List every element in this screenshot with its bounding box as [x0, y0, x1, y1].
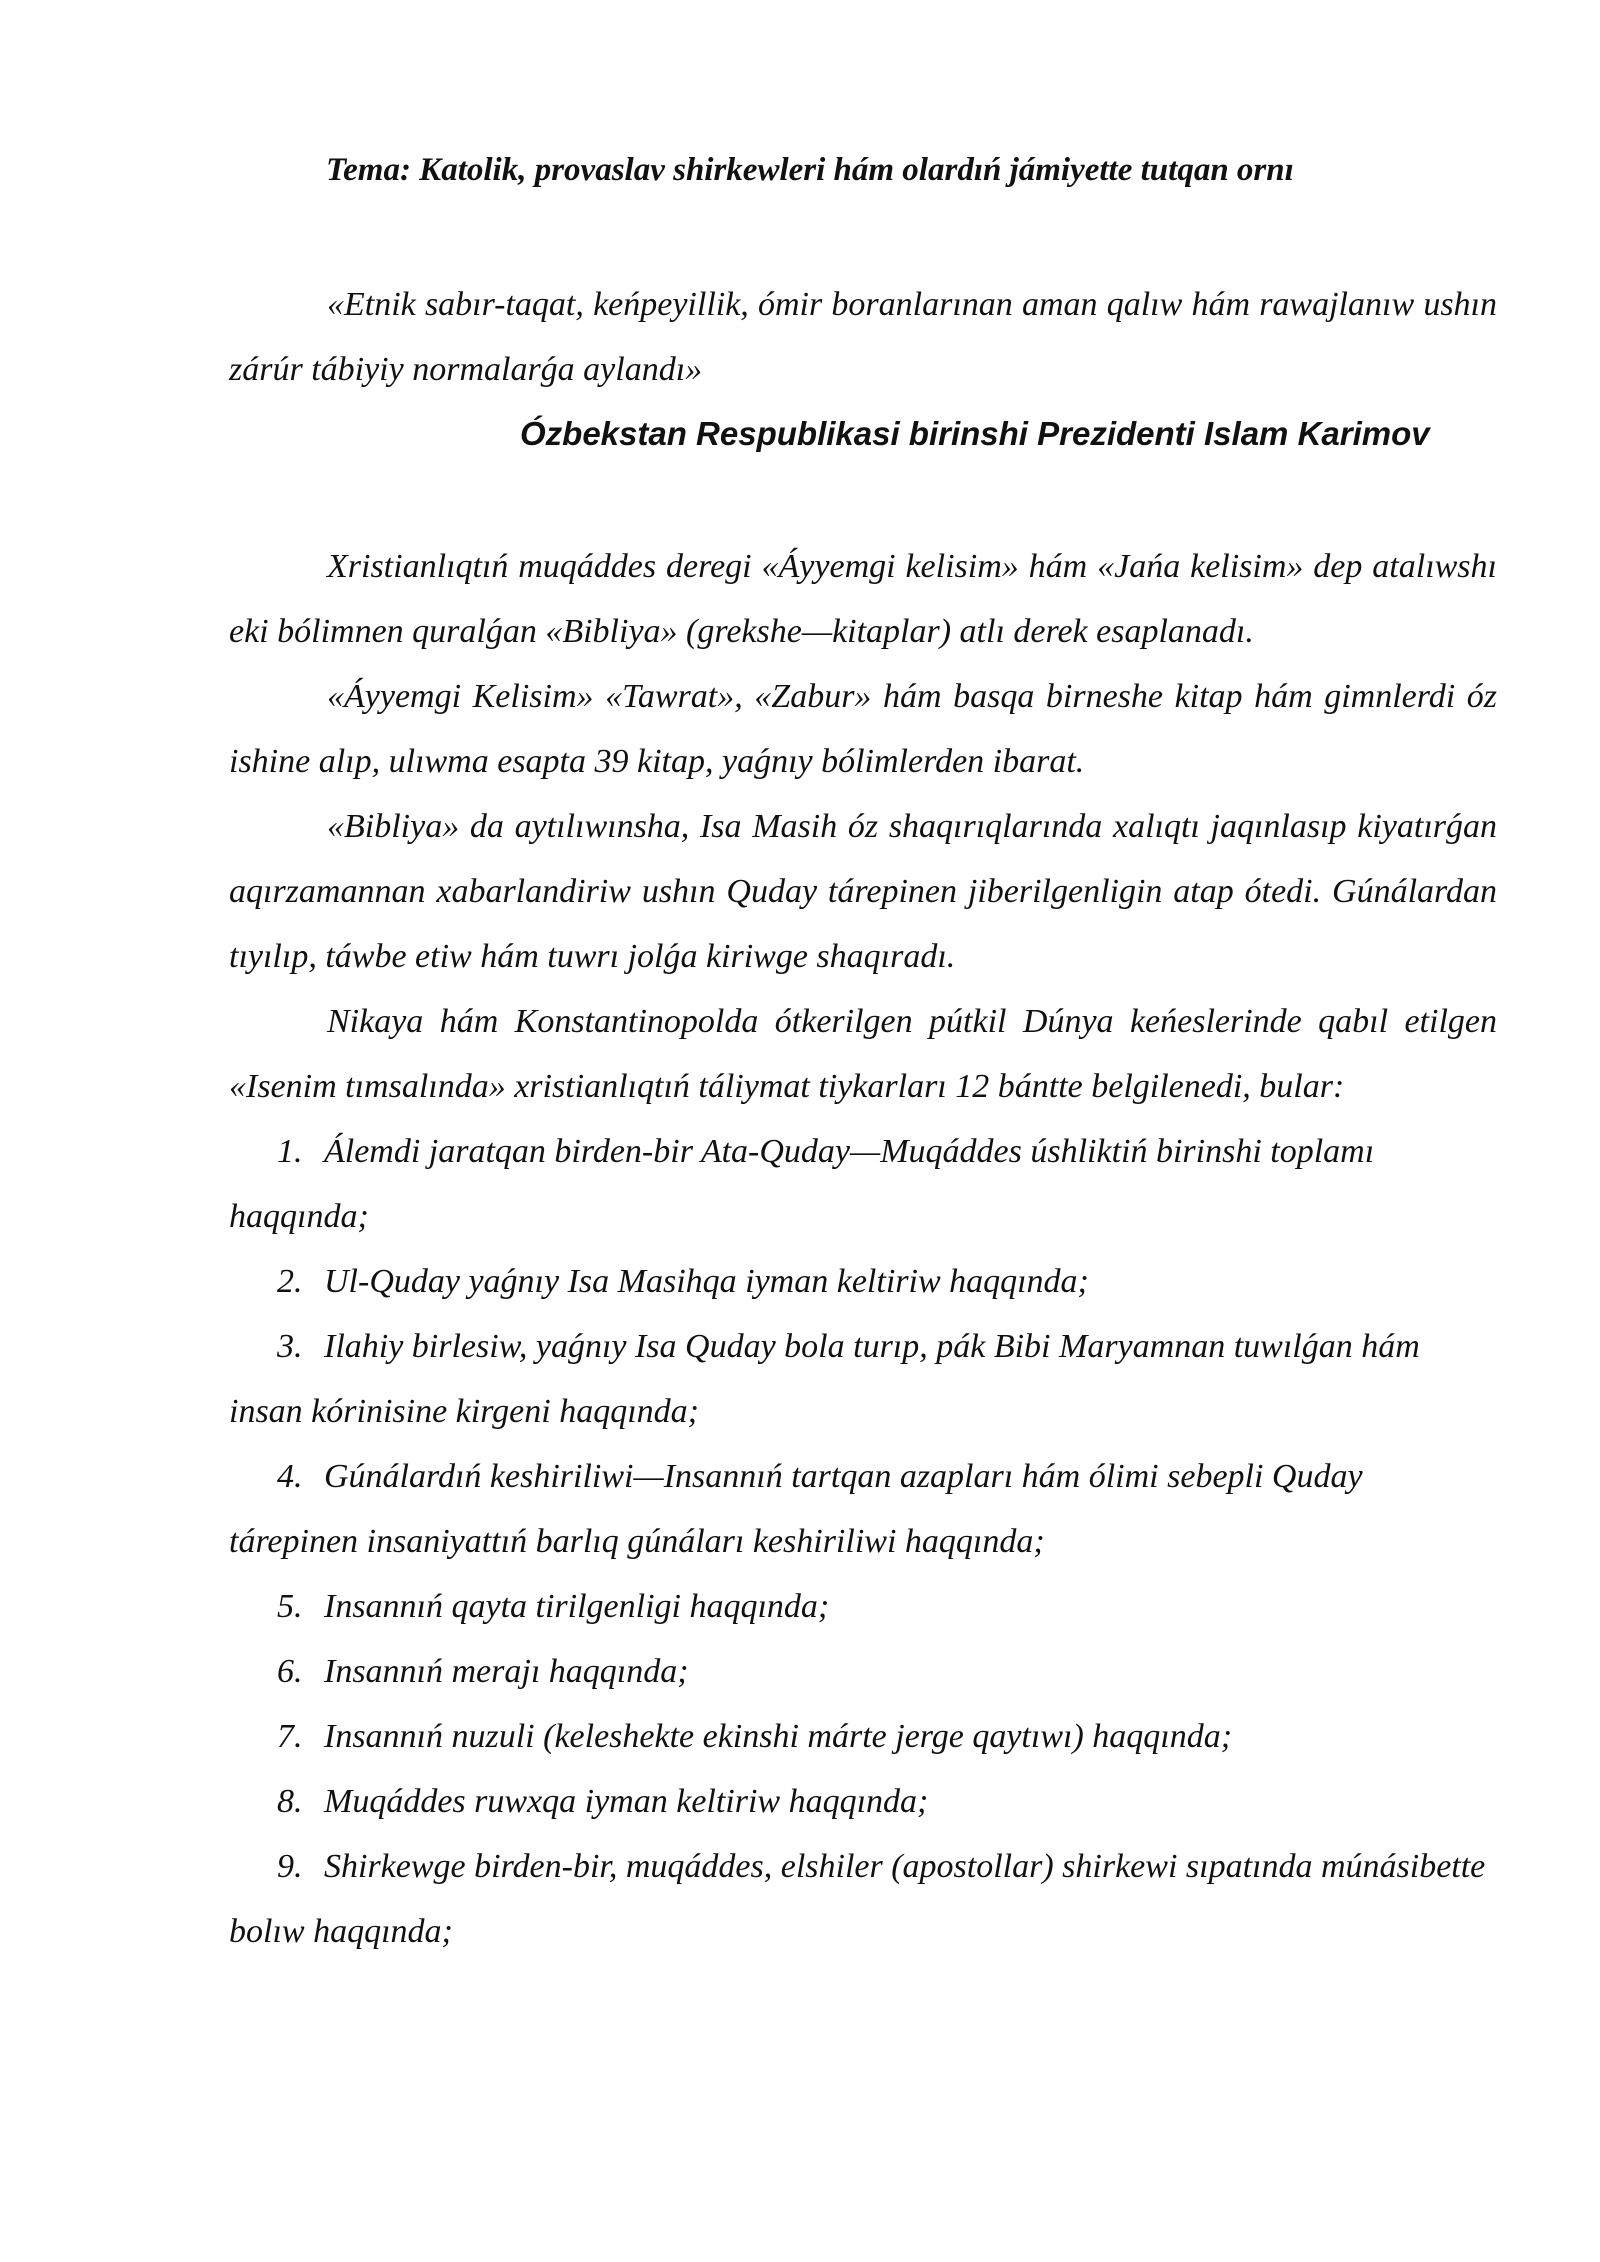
list-text: Muqáddes ruwxqa iyman keltiriw haqqında;: [324, 1783, 929, 1820]
list-number: 4.: [277, 1458, 303, 1495]
main-text: [229, 534, 1497, 1964]
list-text: Insannıń merajı haqqında;: [324, 1653, 689, 1690]
document-title: Tema: Katolik, provaslav shirkewleri hám olardıń jámiyette tutqan ornı: [326, 152, 1294, 188]
list-text: Ilahiy birlesiw, yaǵnıy Isa Quday bola turıp, pák Bibi Maryamnan tuwılǵan hám insan kórinisine kirgeni haqqında;: [229, 1328, 1420, 1430]
list-item: [229, 1249, 1497, 1314]
list-item: [229, 1769, 1497, 1834]
list-item: [229, 1574, 1497, 1639]
list-number: 3.: [277, 1328, 303, 1365]
list-text: Insannıń nuzuli (keleshekte ekinshi márte jerge qaytıwı) haqqında;: [324, 1718, 1233, 1755]
list-item: [229, 1119, 1497, 1249]
paragraph: «Bibliya» da aytılıwınsha, Isa Masih óz shaqırıqlarında xalıqtı jaqınlasıp kiyatırǵan aqırzamannan xabarlandiriw ushın Quday tárepinen jiberilgenligin atap ótedi. Gúnálardan tıyılıp, táwbe etiw hám tuwrı jolǵa kiriwge shaqıradı.: [229, 808, 1497, 975]
doctrine-list: [229, 1119, 1497, 1964]
list-item: [229, 1444, 1497, 1574]
list-item: [229, 1314, 1497, 1444]
list-number: 7.: [277, 1718, 303, 1755]
list-text: Insannıń qayta tirilgenligi haqqında;: [324, 1588, 830, 1625]
list-text: Ul-Quday yaǵnıy Isa Masihqa iyman keltiriw haqqında;: [324, 1263, 1089, 1300]
list-text: Shirkewge birden-bir, muqáddes, elshiler (apostollar) shirkewi sıpatında múnásibette bolıw haqqında;: [229, 1848, 1486, 1950]
list-number: 1.: [277, 1133, 303, 1170]
list-item: [229, 1704, 1497, 1769]
list-number: 6.: [277, 1653, 303, 1690]
list-item: [229, 1639, 1497, 1704]
epigraph: [229, 272, 1497, 402]
list-number: 2.: [277, 1263, 303, 1300]
paragraph: «Áyyemgi Kelisim» «Tawrat», «Zabur» hám basqa birneshe kitap hám gimnlerdi óz ishine alıp, ulıwma esapta 39 kitap, yaǵnıy bólimlerden ibarat.: [229, 678, 1497, 780]
epigraph-quote: «Etnik sabır-taqat, keńpeyillik, ómir boranlarınan aman qalıw hám rawajlanıw ushın zárúr tábiyiy normalarǵa aylandı»: [229, 286, 1497, 388]
list-text: Álemdi jaratqan birden-bir Ata-Quday—Muqáddes úshliktiń birinshi toplamı haqqında;: [229, 1133, 1375, 1235]
list-number: 8.: [277, 1783, 303, 1820]
list-number: 9.: [277, 1848, 303, 1885]
paragraph: Nikaya hám Konstantinopolda ótkerilgen pútkil Dúnya keńeslerinde qabıl etilgen «Isenim tımsalında» xristianlıqtıń táliymat tiykarları 12 bántte belgilenedi, bular:: [229, 1003, 1497, 1105]
list-number: 5.: [277, 1588, 303, 1625]
list-item: [229, 1834, 1497, 1964]
epigraph-author: Ózbekstan Respublikasi birinshi Prezidenti Islam Karimov: [520, 415, 1430, 452]
list-text: Gúnálardıń keshiriliwi—Insannıń tartqan azapları hám ólimi sebepli Quday tárepinen insaniyattıń barlıq gúnáları keshiriliwi haqqında;: [229, 1458, 1363, 1560]
paragraph: Xristianlıqtıń muqáddes deregi «Áyyemgi kelisim» hám «Jańa kelisim» dep atalıwshı eki bólimnen quralǵan «Bibliya» (grekshe—kitaplar) atlı derek esaplanadı.: [229, 548, 1497, 650]
